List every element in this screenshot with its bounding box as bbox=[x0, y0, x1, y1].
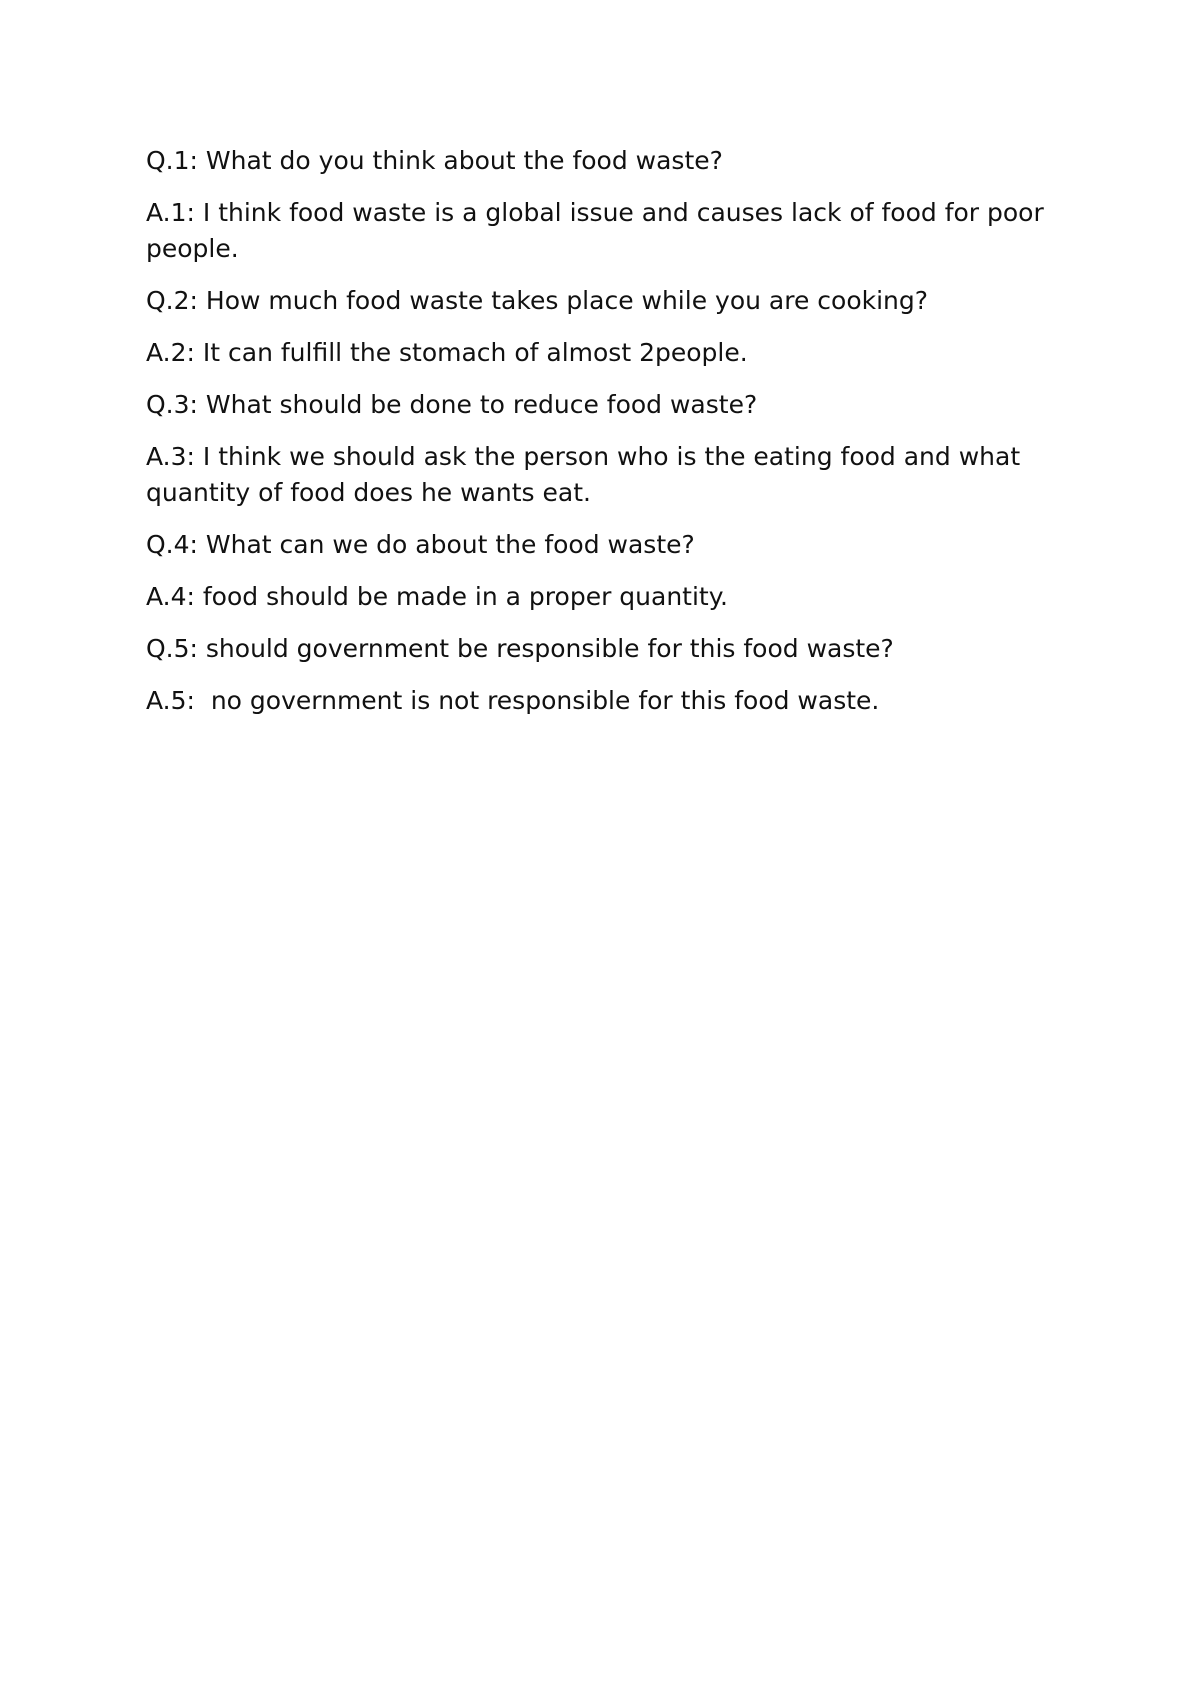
question-1: Q.1: What do you think about the food waste? bbox=[146, 146, 723, 175]
document-body bbox=[146, 143, 1071, 735]
answer-2: A.2: It can fulfill the stomach of almost 2people. bbox=[146, 338, 748, 367]
question-4: Q.4: What can we do about the food waste? bbox=[146, 530, 695, 559]
answer-1: A.1: I think food waste is a global issue and causes lack of food for poor people. bbox=[146, 198, 1052, 263]
answer-5: A.5: no government is not responsible for this food waste. bbox=[146, 686, 880, 715]
question-2: Q.2: How much food waste takes place while you are cooking? bbox=[146, 286, 929, 315]
question-3: Q.3: What should be done to reduce food waste? bbox=[146, 390, 758, 419]
answer-4: A.4: food should be made in a proper quantity. bbox=[146, 582, 728, 611]
question-5: Q.5: should government be responsible for this food waste? bbox=[146, 634, 894, 663]
answer-3: A.3: I think we should ask the person who is the eating food and what quantity of food does he wants eat. bbox=[146, 442, 1029, 507]
